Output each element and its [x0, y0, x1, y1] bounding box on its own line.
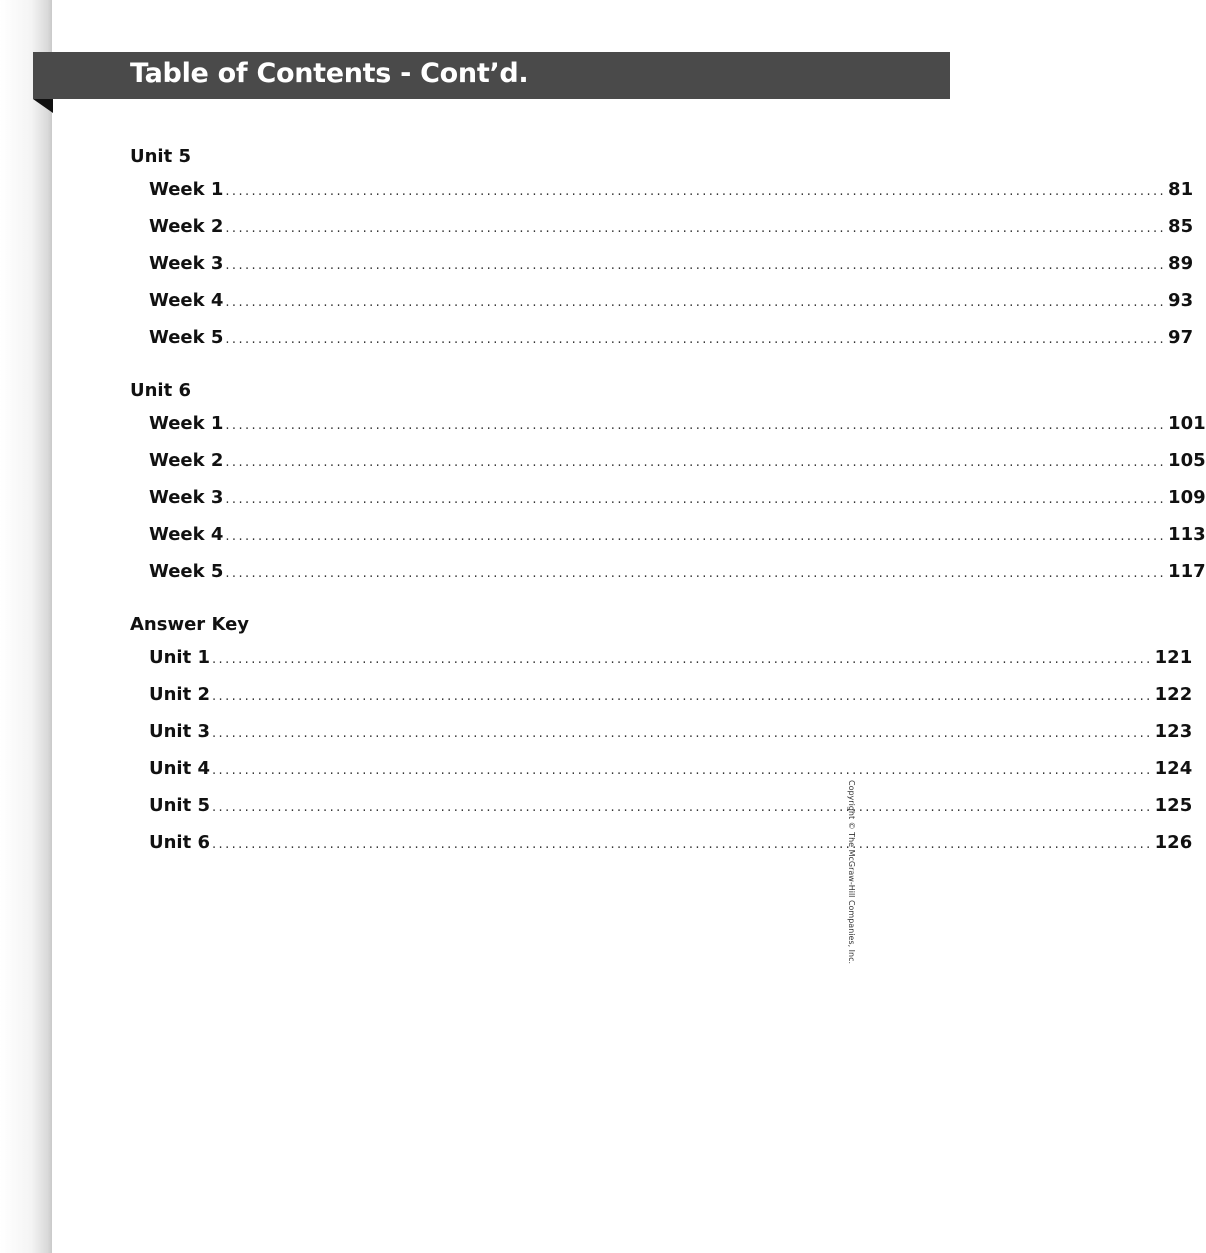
entry-page-number: 109 [1168, 487, 1206, 508]
entry-page-number: 113 [1168, 524, 1206, 545]
entry-label: Week 3 [149, 487, 224, 508]
dot-leader: ................................................................................................................................................ [212, 652, 1153, 667]
toc-entry[interactable] [130, 171, 1194, 208]
copyright-notice: Copyright © The McGraw-Hill Companies, Inc. [847, 780, 856, 965]
dot-leader: ................................................................................................................................................ [225, 566, 1167, 581]
toc-entry[interactable] [130, 787, 1193, 824]
page-title: Table of Contents - Cont’d. [130, 58, 529, 89]
section-heading: Unit 5 [130, 146, 191, 167]
toc-section-unit-6 [130, 377, 1206, 590]
dot-leader: ................................................................................................................................................ [212, 800, 1153, 815]
dot-leader: ................................................................................................................................................ [225, 418, 1167, 433]
dot-leader: ................................................................................................................................................ [225, 221, 1167, 236]
toc-entry[interactable] [130, 208, 1194, 245]
entry-page-number: 85 [1168, 216, 1194, 237]
toc-section-unit-5 [130, 143, 1194, 356]
entry-label: Unit 6 [149, 832, 210, 853]
entry-page-number: 124 [1154, 758, 1193, 779]
entry-page-number: 125 [1154, 795, 1193, 816]
entry-label: Week 2 [149, 450, 224, 471]
entry-page-number: 93 [1168, 290, 1194, 311]
section-heading: Answer Key [130, 614, 250, 635]
section-heading: Unit 6 [130, 380, 191, 401]
dot-leader: ................................................................................................................................................ [212, 837, 1153, 852]
dot-leader: ................................................................................................................................................ [212, 689, 1153, 704]
entry-label: Week 4 [149, 524, 224, 545]
entry-page-number: 122 [1154, 684, 1193, 705]
dot-leader: ................................................................................................................................................ [225, 332, 1167, 347]
entry-page-number: 126 [1154, 832, 1193, 853]
toc-entry[interactable] [130, 319, 1194, 356]
toc-entry[interactable] [130, 824, 1193, 861]
toc-entry[interactable] [130, 639, 1193, 676]
toc-entry[interactable] [130, 676, 1193, 713]
entry-label: Week 5 [149, 327, 224, 348]
entry-page-number: 123 [1154, 721, 1193, 742]
dot-leader: ................................................................................................................................................ [225, 258, 1167, 273]
entry-label: Unit 5 [149, 795, 210, 816]
dot-leader: ................................................................................................................................................ [212, 763, 1153, 778]
toc-entry[interactable] [130, 750, 1193, 787]
entry-page-number: 101 [1168, 413, 1206, 434]
entry-label: Unit 2 [149, 684, 210, 705]
dot-leader: ................................................................................................................................................ [225, 184, 1167, 199]
toc-entry[interactable] [130, 516, 1206, 553]
entry-page-number: 97 [1168, 327, 1194, 348]
dot-leader: ................................................................................................................................................ [225, 455, 1167, 470]
title-bar-fold [33, 99, 53, 113]
dot-leader: ................................................................................................................................................ [225, 295, 1167, 310]
entry-label: Week 2 [149, 216, 224, 237]
toc-section-answer-key [130, 611, 1193, 861]
entry-label: Week 1 [149, 179, 224, 200]
dot-leader: ................................................................................................................................................ [225, 529, 1167, 544]
entry-page-number: 89 [1168, 253, 1194, 274]
toc-entry[interactable] [130, 713, 1193, 750]
entry-label: Week 4 [149, 290, 224, 311]
toc-entry[interactable] [130, 479, 1206, 516]
toc-entry[interactable] [130, 553, 1206, 590]
entry-label: Unit 4 [149, 758, 210, 779]
toc-entry[interactable] [130, 442, 1206, 479]
entry-page-number: 81 [1168, 179, 1194, 200]
toc-entry[interactable] [130, 282, 1194, 319]
entry-label: Unit 1 [149, 647, 210, 668]
toc-entry[interactable] [130, 405, 1206, 442]
entry-label: Unit 3 [149, 721, 210, 742]
entry-page-number: 121 [1154, 647, 1193, 668]
entry-page-number: 117 [1168, 561, 1206, 582]
dot-leader: ................................................................................................................................................ [225, 492, 1167, 507]
entry-label: Week 1 [149, 413, 224, 434]
page-spine-shadow [0, 0, 52, 1253]
entry-label: Week 5 [149, 561, 224, 582]
entry-page-number: 105 [1168, 450, 1206, 471]
dot-leader: ................................................................................................................................................ [212, 726, 1153, 741]
toc-entry[interactable] [130, 245, 1194, 282]
entry-label: Week 3 [149, 253, 224, 274]
